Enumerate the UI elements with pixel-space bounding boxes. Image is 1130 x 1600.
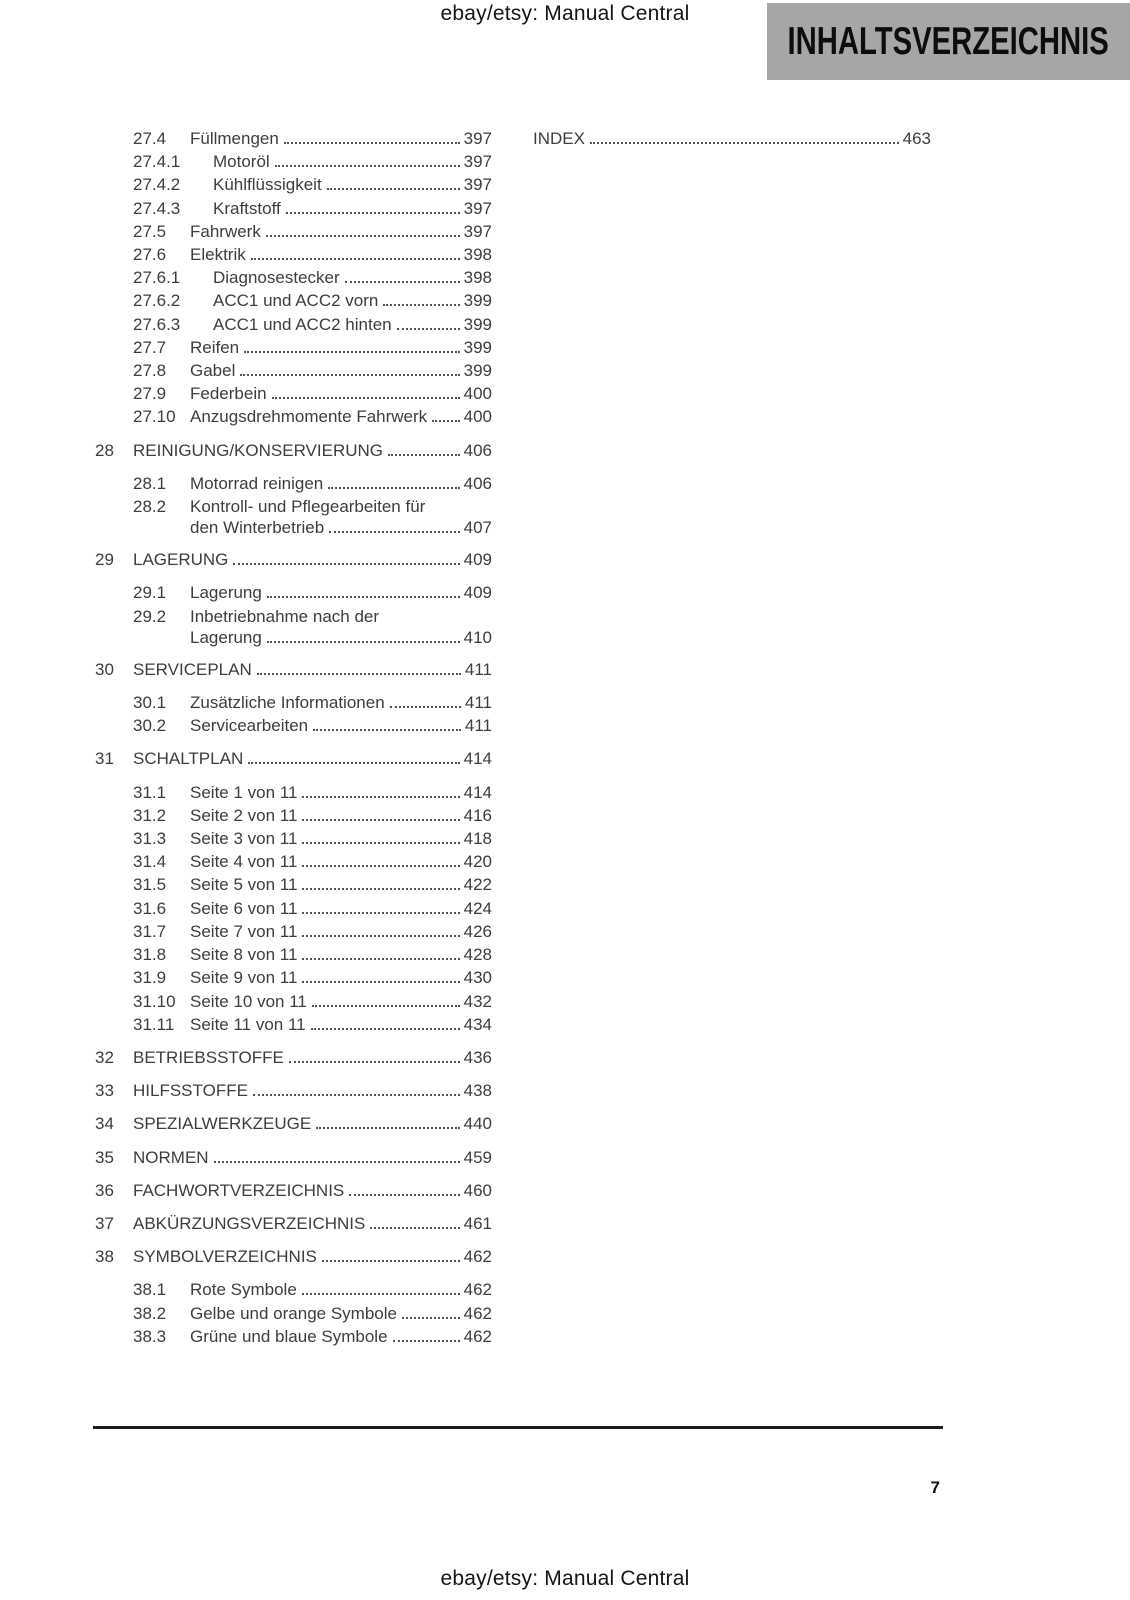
toc-column-left	[95, 127, 492, 1348]
dot-leader	[402, 1317, 460, 1319]
entry-title: Gabel	[190, 361, 236, 381]
entry-page-number: 398	[463, 245, 492, 265]
entry-page-number: 397	[463, 221, 492, 241]
entry-page-number: 406	[463, 473, 492, 493]
entry-title: SPEZIALWERKZEUGE	[133, 1114, 312, 1134]
entry-title: Reifen	[190, 337, 240, 357]
entry-title: ACC1 und ACC2 hinten	[213, 314, 392, 334]
toc-entry	[95, 1112, 492, 1135]
entry-title: Fahrwerk	[190, 221, 261, 241]
entry-number: 31.3	[133, 829, 167, 849]
dot-leader	[272, 397, 460, 399]
dot-leader	[397, 328, 460, 330]
entry-title: Seite 10 von 11	[190, 991, 307, 1011]
entry-number: 31	[95, 749, 114, 769]
entry-title: Seite 4 von 11	[190, 852, 298, 872]
entry-page-number: 428	[463, 945, 492, 965]
dot-leader	[302, 819, 459, 821]
entry-number: 31.8	[133, 945, 167, 965]
entry-title: Motorrad reinigen	[190, 473, 324, 493]
entry-number: 31.11	[133, 1014, 175, 1034]
entry-number: 27.10	[133, 407, 176, 427]
footer-divider	[93, 1426, 943, 1429]
entry-number: 29.1	[133, 583, 167, 603]
entry-page-number: 399	[463, 314, 492, 334]
dot-leader	[302, 842, 459, 844]
entry-page-number: 400	[463, 407, 492, 427]
dot-leader	[233, 563, 459, 565]
entry-title: SERVICEPLAN	[133, 659, 252, 679]
toc-entry	[95, 897, 492, 920]
entry-title: BETRIEBSSTOFFE	[133, 1047, 284, 1067]
dot-leader	[328, 487, 459, 489]
toc-entry	[95, 197, 492, 220]
header-watermark: ebay/etsy: Manual Central	[440, 2, 690, 25]
dot-leader	[302, 1293, 460, 1295]
toc-entry	[95, 691, 492, 714]
toc-entry	[95, 266, 492, 289]
entry-page-number: 397	[463, 198, 492, 218]
dot-leader	[302, 958, 459, 960]
entry-number: 37	[95, 1213, 114, 1233]
entry-title: INDEX	[533, 129, 585, 148]
dot-leader	[370, 1227, 459, 1229]
entry-title: Lagerung	[190, 583, 262, 603]
page-title: INHALTSVERZEICHNIS	[787, 19, 1110, 63]
entry-number: 27.4.3	[133, 198, 181, 218]
entry-page-number: 409	[463, 550, 492, 570]
entry-number: 33	[95, 1081, 114, 1101]
entry-title: Seite 11 von 11	[190, 1014, 306, 1034]
dot-leader	[267, 641, 460, 643]
entry-number: 38.1	[133, 1280, 167, 1300]
toc-entry	[95, 747, 492, 770]
entry-number: 27.6.2	[133, 291, 181, 311]
entry-title: LAGERUNG	[133, 550, 229, 570]
dot-leader	[312, 1005, 460, 1007]
dot-leader	[327, 188, 460, 190]
entry-number: 38.3	[133, 1326, 167, 1346]
entry-page-number: 397	[463, 175, 492, 195]
entry-title: Kontroll- und Pflegearbeiten für	[190, 497, 426, 517]
entry-number: 31.10	[133, 991, 176, 1011]
entry-number: 31.4	[133, 852, 167, 872]
entry-number: 27.4.1	[133, 152, 181, 172]
entry-title: SCHALTPLAN	[133, 749, 244, 769]
entry-title: REINIGUNG/KONSERVIERUNG	[133, 440, 384, 460]
entry-page-number: 406	[463, 440, 492, 460]
toc-entry	[95, 714, 492, 737]
entry-title: Gelbe und orange Symbole	[190, 1303, 397, 1323]
entry-number: 27.6	[133, 245, 167, 265]
entry-title: Zusätzliche Informationen	[190, 693, 385, 713]
toc-entry	[95, 804, 492, 827]
dot-leader	[390, 706, 461, 708]
entry-page-number: 411	[464, 693, 492, 713]
dot-leader	[349, 1194, 459, 1196]
entry-title: Seite 2 von 11	[190, 805, 298, 825]
dot-leader	[590, 142, 899, 144]
toc-entry	[95, 1212, 492, 1235]
entry-page-number: 463	[902, 129, 931, 148]
entry-number: 27.9	[133, 384, 167, 404]
dot-leader	[329, 531, 459, 533]
dot-leader	[286, 212, 460, 214]
dot-leader	[244, 351, 459, 353]
entry-page-number: 422	[463, 875, 492, 895]
dot-leader	[345, 281, 460, 283]
entry-number: 28	[95, 440, 114, 460]
entry-page-number: 416	[463, 805, 492, 825]
entry-number: 38	[95, 1247, 114, 1267]
toc-entry	[95, 1245, 492, 1268]
entry-number: 35	[95, 1147, 114, 1167]
entry-page-number: 411	[464, 659, 492, 679]
toc-entry	[95, 173, 492, 196]
dot-leader	[284, 142, 460, 144]
toc-entry	[95, 313, 492, 336]
entry-page-number: 462	[463, 1326, 492, 1346]
entry-page-number: 461	[463, 1213, 492, 1233]
toc-entry	[95, 1302, 492, 1325]
toc-entry	[95, 1013, 492, 1036]
dot-leader	[432, 420, 459, 422]
dot-leader	[214, 1161, 460, 1163]
toc-entry	[95, 405, 492, 428]
toc-entry	[95, 827, 492, 850]
entry-number: 27.5	[133, 221, 167, 241]
entry-title: ACC1 und ACC2 vorn	[213, 291, 379, 311]
entry-title: Seite 8 von 11	[190, 945, 298, 965]
entry-page-number: 420	[463, 852, 492, 872]
toc-entry	[95, 359, 492, 382]
toc-entry	[95, 439, 492, 462]
entry-number: 28.2	[133, 497, 167, 517]
toc-entry	[95, 990, 492, 1013]
entry-title: Anzugsdrehmomente Fahrwerk	[190, 407, 428, 427]
toc-entry	[95, 382, 492, 405]
entry-title: Seite 3 von 11	[190, 829, 298, 849]
dot-leader	[388, 454, 460, 456]
entry-page-number: 397	[463, 152, 492, 172]
toc-entry	[95, 966, 492, 989]
entry-title: Seite 9 von 11	[190, 968, 298, 988]
entry-page-number: 426	[463, 921, 492, 941]
dot-leader	[302, 888, 459, 890]
toc-entry	[95, 873, 492, 896]
chapter-title-banner	[767, 3, 1130, 80]
entry-page-number: 399	[463, 291, 492, 311]
entry-page-number: 440	[463, 1114, 492, 1134]
entry-page-number: 398	[463, 268, 492, 288]
entry-title: Inbetriebnahme nach der	[190, 606, 380, 626]
toc-entry	[95, 289, 492, 312]
page-number: 7	[930, 1478, 940, 1497]
toc-entry	[95, 548, 492, 571]
entry-page-number: 462	[463, 1280, 492, 1300]
toc-entry	[95, 495, 492, 538]
dot-leader	[289, 1061, 460, 1063]
entry-number: 30	[95, 659, 114, 679]
dot-leader	[266, 235, 460, 237]
entry-number: 36	[95, 1180, 114, 1200]
toc-column-right	[533, 127, 931, 160]
entry-title: den Winterbetrieb	[190, 518, 325, 538]
toc-entry	[95, 581, 492, 604]
toc-entry	[95, 781, 492, 804]
entry-title: HILFSSTOFFE	[133, 1081, 248, 1101]
toc-entry	[95, 220, 492, 243]
entry-number: 32	[95, 1047, 114, 1067]
entry-page-number: 430	[463, 968, 492, 988]
dot-leader	[257, 673, 461, 675]
entry-number: 31.1	[133, 782, 167, 802]
entry-title: SYMBOLVERZEICHNIS	[133, 1247, 317, 1267]
dot-leader	[251, 258, 460, 260]
dot-leader	[253, 1094, 460, 1096]
entry-title: Motoröl	[213, 152, 270, 172]
entry-title: Seite 6 von 11	[190, 898, 298, 918]
entry-number: 27.4	[133, 129, 167, 148]
entry-number: 31.9	[133, 968, 167, 988]
toc-entry	[95, 243, 492, 266]
entry-page-number: 409	[463, 583, 492, 603]
dot-leader	[322, 1260, 460, 1262]
entry-title: Grüne und blaue Symbole	[190, 1326, 388, 1346]
entry-title: Seite 1 von 11	[190, 782, 298, 802]
entry-page-number: 399	[463, 337, 492, 357]
entry-number: 28.1	[133, 473, 167, 493]
entry-title: FACHWORTVERZEICHNIS	[133, 1180, 345, 1200]
entry-page-number: 414	[463, 749, 492, 769]
dot-leader	[248, 762, 459, 764]
dot-leader	[313, 729, 461, 731]
dot-leader	[302, 796, 459, 798]
toc-entry	[95, 658, 492, 681]
entry-title: Seite 7 von 11	[190, 921, 298, 941]
toc-entry	[95, 1046, 492, 1069]
toc-entry	[95, 472, 492, 495]
entry-page-number: 434	[463, 1014, 492, 1034]
dot-leader	[267, 596, 460, 598]
entry-title: Servicearbeiten	[190, 716, 309, 736]
entry-page-number: 438	[463, 1081, 492, 1101]
entry-number: 27.6.3	[133, 314, 181, 334]
entry-page-number: 424	[463, 898, 492, 918]
entry-page-number: 407	[463, 518, 492, 538]
entry-number: 30.1	[133, 693, 167, 713]
entry-page-number: 462	[463, 1303, 492, 1323]
entry-number: 27.6.1	[133, 268, 181, 288]
dot-leader	[302, 912, 459, 914]
entry-page-number: 462	[463, 1247, 492, 1267]
toc-entry	[95, 943, 492, 966]
entry-number: 31.5	[133, 875, 167, 895]
entry-title: Kühlflüssigkeit	[213, 175, 322, 195]
toc-entry	[95, 1179, 492, 1202]
toc-entry	[95, 1146, 492, 1169]
dot-leader	[275, 165, 460, 167]
entry-page-number: 460	[463, 1180, 492, 1200]
entry-number: 27.7	[133, 337, 167, 357]
entry-page-number: 414	[463, 782, 492, 802]
dot-leader	[393, 1340, 460, 1342]
entry-page-number: 399	[463, 361, 492, 381]
entry-title: Lagerung	[190, 627, 262, 647]
toc-entry	[95, 605, 492, 648]
entry-number: 31.2	[133, 805, 167, 825]
toc-entry	[533, 127, 931, 150]
entry-page-number: 410	[463, 627, 492, 647]
entry-title: Diagnosestecker	[213, 268, 340, 288]
entry-number: 34	[95, 1114, 114, 1134]
entry-page-number: 432	[463, 991, 492, 1011]
toc-entry	[95, 336, 492, 359]
entry-number: 31.7	[133, 921, 167, 941]
dot-leader	[240, 374, 459, 376]
toc-entry	[95, 127, 492, 150]
entry-title: ABKÜRZUNGSVERZEICHNIS	[133, 1213, 366, 1233]
dot-leader	[316, 1127, 459, 1129]
toc-entry	[95, 150, 492, 173]
entry-page-number: 397	[463, 129, 492, 148]
entry-number: 29.2	[133, 606, 167, 626]
dot-leader	[311, 1028, 460, 1030]
entry-number: 31.6	[133, 898, 167, 918]
entry-title: Elektrik	[190, 245, 246, 265]
entry-page-number: 400	[463, 384, 492, 404]
footer-watermark: ebay/etsy: Manual Central	[440, 1567, 690, 1590]
entry-title: Seite 5 von 11	[190, 875, 298, 895]
toc-entry	[95, 850, 492, 873]
entry-page-number: 418	[463, 829, 492, 849]
dot-leader	[383, 304, 459, 306]
dot-leader	[302, 935, 459, 937]
entry-page-number: 459	[463, 1147, 492, 1167]
entry-title: Federbein	[190, 384, 267, 404]
toc-entry	[95, 920, 492, 943]
entry-number: 30.2	[133, 716, 167, 736]
entry-page-number: 436	[463, 1047, 492, 1067]
entry-title: Kraftstoff	[213, 198, 281, 218]
toc-entry	[95, 1325, 492, 1348]
entry-number: 27.4.2	[133, 175, 181, 195]
entry-title: NORMEN	[133, 1147, 209, 1167]
entry-title: Rote Symbole	[190, 1280, 297, 1300]
entry-number: 27.8	[133, 361, 167, 381]
dot-leader	[302, 865, 459, 867]
entry-number: 29	[95, 550, 114, 570]
entry-number: 38.2	[133, 1303, 167, 1323]
entry-page-number: 411	[464, 716, 492, 736]
entry-title: Füllmengen	[190, 129, 279, 148]
dot-leader	[302, 981, 459, 983]
toc-entry	[95, 1079, 492, 1102]
toc-entry	[95, 1278, 492, 1301]
